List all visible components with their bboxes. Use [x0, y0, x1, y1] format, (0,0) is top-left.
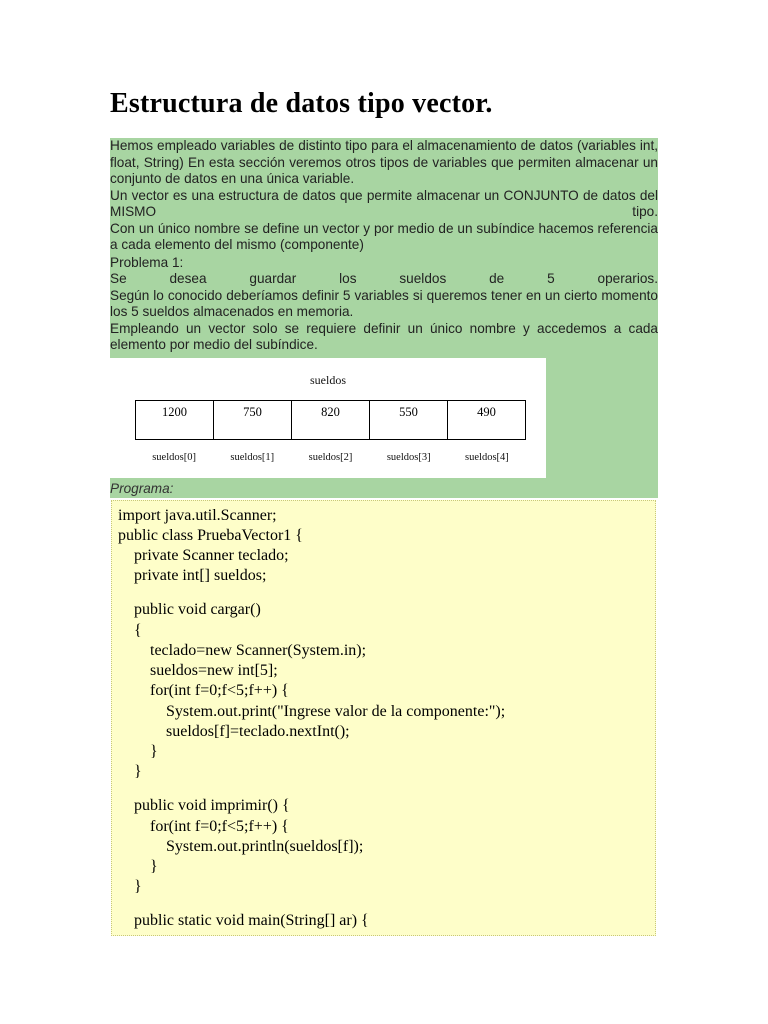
code-line: public void cargar(): [118, 601, 261, 618]
code-line: for(int f=0;f<5;f++) {: [118, 818, 289, 835]
code-line: }: [118, 878, 142, 895]
vector-index-label: sueldos[3]: [386, 452, 431, 463]
intro-paragraph-1: Hemos empleado variables de distinto tipo para el almacenamiento de datos (variables int, float, String) En esta sección veremos otros tipos de variables que permiten almacenar un conjunto de datos en una única variable.: [110, 138, 658, 186]
code-line: sueldos=new int[5];: [118, 662, 278, 679]
program-label: Programa:: [110, 481, 174, 496]
page-title: Estructura de datos tipo vector.: [110, 88, 493, 119]
vector-indices: [135, 452, 526, 463]
code-block: [111, 500, 656, 936]
code-line: System.out.println(sueldos[f]);: [118, 838, 364, 855]
problem-statement: Se desea guardar los sueldos de 5 operarios.: [110, 271, 658, 286]
vector-index-label: sueldos[4]: [465, 452, 509, 463]
problem-title: Problema 1:: [110, 254, 184, 270]
vector-cell: 1200: [136, 401, 214, 439]
code-line: private Scanner teclado;: [118, 547, 289, 564]
code-line: public class PruebaVector1 {: [118, 527, 303, 544]
vector-diagram: [110, 358, 546, 478]
code-line: teclado=new Scanner(System.in);: [118, 642, 367, 659]
vector-cell: 750: [214, 401, 292, 439]
vector-solution: Empleando un vector solo se requiere definir un único nombre y accedemos a cada elemento por medio del subíndice.: [110, 320, 658, 352]
vector-index-label: sueldos[1]: [230, 452, 275, 463]
code-line: {: [118, 622, 142, 639]
code-line: }: [118, 763, 142, 780]
vector-index-label: sueldos[2]: [308, 452, 353, 463]
vector-definition: Un vector es una estructura de datos que permite almacenar un CONJUNTO de datos del MISMO tipo.: [110, 187, 658, 219]
code-line: }: [118, 858, 158, 875]
vector-cell: 490: [477, 405, 496, 419]
code-line: private int[] sueldos;: [118, 567, 267, 584]
vector-cell: 550: [370, 401, 448, 439]
vector-index-label: sueldos[0]: [152, 452, 196, 463]
code-line: public static void main(String[] ar) {: [118, 912, 369, 929]
code-line: import java.util.Scanner;: [118, 507, 277, 524]
vector-name: sueldos: [310, 373, 346, 387]
code-line: }: [118, 743, 158, 760]
code-line: sueldos[f]=teclado.nextInt();: [118, 723, 350, 740]
subindex-explanation: Con un único nombre se define un vector y por medio de un subíndice hacemos referencia a cada elemento del mismo (componente): [110, 220, 658, 252]
code-line: public void imprimir() {: [118, 797, 290, 814]
code-line: for(int f=0;f<5;f++) {: [118, 682, 289, 699]
problem-detail: Según lo conocido deberíamos definir 5 variables si queremos tener en un cierto momento los 5 sueldos almacenados en memoria.: [110, 287, 658, 319]
code-line: System.out.print("Ingrese valor de la componente:");: [118, 703, 506, 720]
vector-cell: 820: [292, 401, 370, 439]
vector-cells: [135, 400, 526, 440]
